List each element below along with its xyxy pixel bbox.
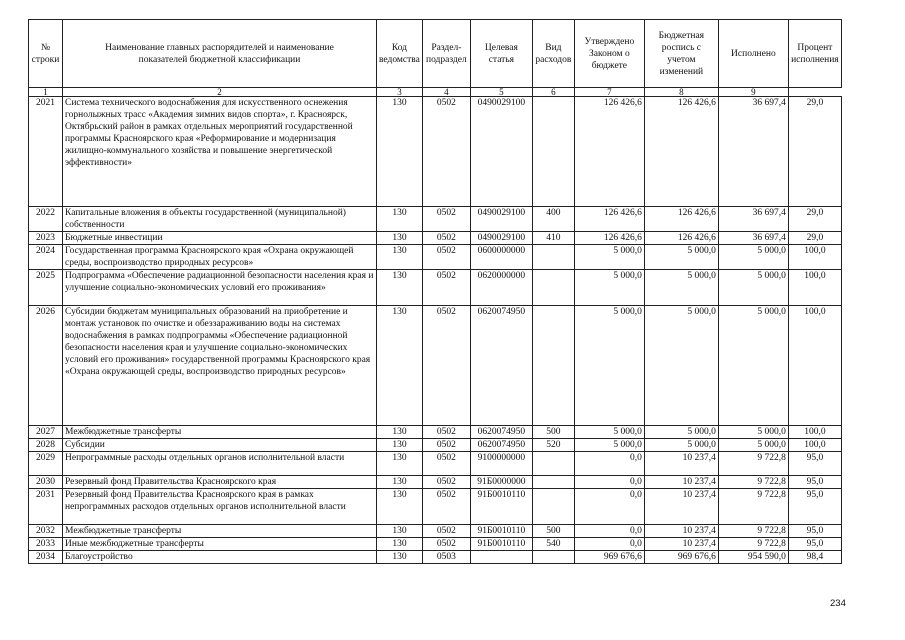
row-section: 0502 [422, 452, 470, 476]
row-approved: 126 426,6 [574, 97, 644, 207]
row-section: 0502 [422, 426, 470, 439]
row-number: 2022 [29, 207, 63, 232]
row-percent: 95,0 [788, 476, 841, 489]
column-number: 7 [574, 88, 644, 97]
row-number: 2027 [29, 426, 63, 439]
row-executed: 9 722,8 [718, 452, 788, 476]
row-approved: 5 000,0 [574, 306, 644, 426]
row-section: 0502 [422, 270, 470, 306]
row-number: 2024 [29, 245, 63, 270]
row-schedule: 10 237,4 [644, 538, 718, 551]
row-number: 2028 [29, 439, 63, 452]
column-number: 2 [63, 88, 377, 97]
row-approved: 126 426,6 [574, 207, 644, 232]
row-schedule: 5 000,0 [644, 426, 718, 439]
row-dept-code: 130 [377, 306, 423, 426]
row-percent: 100,0 [788, 306, 841, 426]
row-executed: 9 722,8 [718, 538, 788, 551]
column-number: 5 [470, 88, 532, 97]
row-number: 2034 [29, 551, 63, 564]
row-name: Резервный фонд Правительства Красноярского края [63, 476, 377, 489]
row-expense-type: 540 [532, 538, 574, 551]
table-row [29, 439, 842, 452]
row-name: Иные межбюджетные трансферты [63, 538, 377, 551]
column-number: 6 [532, 88, 574, 97]
row-schedule: 10 237,4 [644, 525, 718, 538]
row-section: 0503 [422, 551, 470, 564]
row-percent: 100,0 [788, 270, 841, 306]
row-target: 0600000000 [470, 245, 532, 270]
row-percent: 98,4 [788, 551, 841, 564]
row-section: 0502 [422, 97, 470, 207]
row-executed: 9 722,8 [718, 525, 788, 538]
row-approved: 0,0 [574, 476, 644, 489]
table-row [29, 476, 842, 489]
row-schedule: 126 426,6 [644, 97, 718, 207]
row-schedule: 5 000,0 [644, 270, 718, 306]
row-section: 0502 [422, 245, 470, 270]
row-dept-code: 130 [377, 525, 423, 538]
row-executed: 5 000,0 [718, 426, 788, 439]
row-name: Резервный фонд Правительства Красноярского края в рамках непрограммных расходов отдельных органов исполнительной власти [63, 489, 377, 525]
row-dept-code: 130 [377, 426, 423, 439]
row-approved: 969 676,6 [574, 551, 644, 564]
row-dept-code: 130 [377, 489, 423, 525]
row-section: 0502 [422, 476, 470, 489]
column-number-row [29, 88, 842, 97]
row-name: Благоустройство [63, 551, 377, 564]
row-executed: 954 590,0 [718, 551, 788, 564]
column-number: 3 [377, 88, 423, 97]
row-target: 0490029100 [470, 207, 532, 232]
row-percent: 100,0 [788, 439, 841, 452]
row-approved: 126 426,6 [574, 232, 644, 245]
row-target: 0490029100 [470, 97, 532, 207]
table-body [29, 97, 842, 564]
row-percent: 95,0 [788, 538, 841, 551]
row-target [470, 551, 532, 564]
table-row [29, 426, 842, 439]
row-section: 0502 [422, 525, 470, 538]
row-number: 2031 [29, 489, 63, 525]
row-section: 0502 [422, 306, 470, 426]
row-percent: 95,0 [788, 452, 841, 476]
row-expense-type: 500 [532, 525, 574, 538]
row-schedule: 5 000,0 [644, 439, 718, 452]
row-approved: 5 000,0 [574, 426, 644, 439]
row-section: 0502 [422, 207, 470, 232]
table-row [29, 245, 842, 270]
row-executed: 9 722,8 [718, 489, 788, 525]
row-expense-type [532, 306, 574, 426]
header-executed: Исполнено [718, 20, 788, 88]
row-expense-type: 400 [532, 207, 574, 232]
row-section: 0502 [422, 439, 470, 452]
row-percent: 95,0 [788, 489, 841, 525]
row-expense-type [532, 270, 574, 306]
row-executed: 36 697,4 [718, 232, 788, 245]
row-name: Государственная программа Красноярского края «Охрана окружающей среды, воспроизводство природных ресурсов» [63, 245, 377, 270]
row-approved: 5 000,0 [574, 439, 644, 452]
row-name: Межбюджетные трансферты [63, 426, 377, 439]
row-name: Капитальные вложения в объекты государственной (муниципальной) собственности [63, 207, 377, 232]
row-schedule: 969 676,6 [644, 551, 718, 564]
table-row [29, 538, 842, 551]
table-row [29, 525, 842, 538]
row-approved: 0,0 [574, 489, 644, 525]
row-executed: 36 697,4 [718, 207, 788, 232]
row-expense-type [532, 476, 574, 489]
row-name: Подпрограмма «Обеспечение радиационной безопасности населения края и улучшение социально-экономических условий его проживания» [63, 270, 377, 306]
row-number: 2023 [29, 232, 63, 245]
row-dept-code: 130 [377, 97, 423, 207]
row-percent: 29,0 [788, 232, 841, 245]
row-target: 9100000000 [470, 452, 532, 476]
table-row [29, 270, 842, 306]
row-approved: 0,0 [574, 538, 644, 551]
row-percent: 29,0 [788, 207, 841, 232]
row-expense-type: 410 [532, 232, 574, 245]
row-dept-code: 130 [377, 538, 423, 551]
header-schedule: Бюджетная роспись с учетом изменений [644, 20, 718, 88]
row-expense-type: 520 [532, 439, 574, 452]
row-section: 0502 [422, 489, 470, 525]
column-number: 9 [718, 88, 788, 97]
row-section: 0502 [422, 232, 470, 245]
row-number: 2032 [29, 525, 63, 538]
row-percent: 29,0 [788, 97, 841, 207]
row-name: Непрограммные расходы отдельных органов исполнительной власти [63, 452, 377, 476]
table-row [29, 232, 842, 245]
header-section: Раздел-подраздел [422, 20, 470, 88]
row-number: 2025 [29, 270, 63, 306]
table-row [29, 452, 842, 476]
row-name: Субсидии [63, 439, 377, 452]
row-schedule: 126 426,6 [644, 207, 718, 232]
table-row [29, 551, 842, 564]
row-expense-type [532, 489, 574, 525]
page-number: 234 [830, 598, 846, 609]
row-section: 0502 [422, 538, 470, 551]
row-percent: 100,0 [788, 245, 841, 270]
budget-execution-table [28, 19, 842, 564]
row-number: 2026 [29, 306, 63, 426]
row-target: 0490029100 [470, 232, 532, 245]
row-percent: 100,0 [788, 426, 841, 439]
row-expense-type [532, 551, 574, 564]
table-row [29, 207, 842, 232]
row-dept-code: 130 [377, 207, 423, 232]
row-target: 0620074950 [470, 426, 532, 439]
header-row [29, 20, 842, 88]
row-dept-code: 130 [377, 551, 423, 564]
row-name: Бюджетные инвестиции [63, 232, 377, 245]
table-row [29, 489, 842, 525]
column-number: 8 [644, 88, 718, 97]
column-number: 1 [29, 88, 63, 97]
row-schedule: 5 000,0 [644, 306, 718, 426]
row-dept-code: 130 [377, 270, 423, 306]
header-dept-code: Код ведомства [377, 20, 423, 88]
row-dept-code: 130 [377, 476, 423, 489]
row-number: 2030 [29, 476, 63, 489]
table-row [29, 306, 842, 426]
row-expense-type [532, 452, 574, 476]
row-expense-type: 500 [532, 426, 574, 439]
row-number: 2021 [29, 97, 63, 207]
row-executed: 9 722,8 [718, 476, 788, 489]
row-name: Субсидии бюджетам муниципальных образований на приобретение и монтаж установок по очистке и обеззараживанию воды на системах водоснабжения в рамках подпрограммы «Обеспечение радиационной безопасности населения края и улучшение социально-экономических условий его проживания» государственной программы Красноярского края «Охрана окружающей среды, воспроизводство природных ресурсов» [63, 306, 377, 426]
row-schedule: 10 237,4 [644, 452, 718, 476]
row-approved: 0,0 [574, 525, 644, 538]
row-target: 0620074950 [470, 439, 532, 452]
row-percent: 95,0 [788, 525, 841, 538]
row-name: Система технического водоснабжения для искусственного оснежения горнолыжных трасс «Академия зимних видов спорта», г. Красноярск, Октябрьский район в рамках отдельных мероприятий государственной программы Красноярского края «Реформирование и модернизация жилищно-коммунального хозяйства и повышение энергетической эффективности» [63, 97, 377, 207]
row-dept-code: 130 [377, 245, 423, 270]
header-row-no: № строки [29, 20, 63, 88]
row-number: 2029 [29, 452, 63, 476]
row-schedule: 10 237,4 [644, 489, 718, 525]
row-schedule: 126 426,6 [644, 232, 718, 245]
row-target: 91Б0000000 [470, 476, 532, 489]
row-name: Межбюджетные трансферты [63, 525, 377, 538]
row-target: 91Б0010110 [470, 538, 532, 551]
row-expense-type [532, 245, 574, 270]
header-name: Наименование главных распорядителей и наименование показателей бюджетной классификации [63, 20, 377, 88]
row-target: 0620074950 [470, 306, 532, 426]
row-target: 91Б0010110 [470, 489, 532, 525]
row-expense-type [532, 97, 574, 207]
header-percent: Процент исполнения [788, 20, 841, 88]
table-row [29, 97, 842, 207]
row-number: 2033 [29, 538, 63, 551]
row-approved: 5 000,0 [574, 270, 644, 306]
header-expense-type: Вид расходов [532, 20, 574, 88]
row-dept-code: 130 [377, 452, 423, 476]
row-approved: 5 000,0 [574, 245, 644, 270]
row-target: 0620000000 [470, 270, 532, 306]
header-approved: Утверждено Законом о бюджете [574, 20, 644, 88]
row-approved: 0,0 [574, 452, 644, 476]
row-executed: 5 000,0 [718, 439, 788, 452]
header-target: Целевая статья [470, 20, 532, 88]
row-executed: 5 000,0 [718, 270, 788, 306]
row-executed: 5 000,0 [718, 306, 788, 426]
row-executed: 36 697,4 [718, 97, 788, 207]
row-target: 91Б0010110 [470, 525, 532, 538]
row-executed: 5 000,0 [718, 245, 788, 270]
column-number: 4 [422, 88, 470, 97]
row-dept-code: 130 [377, 439, 423, 452]
row-dept-code: 130 [377, 232, 423, 245]
row-schedule: 10 237,4 [644, 476, 718, 489]
row-schedule: 5 000,0 [644, 245, 718, 270]
